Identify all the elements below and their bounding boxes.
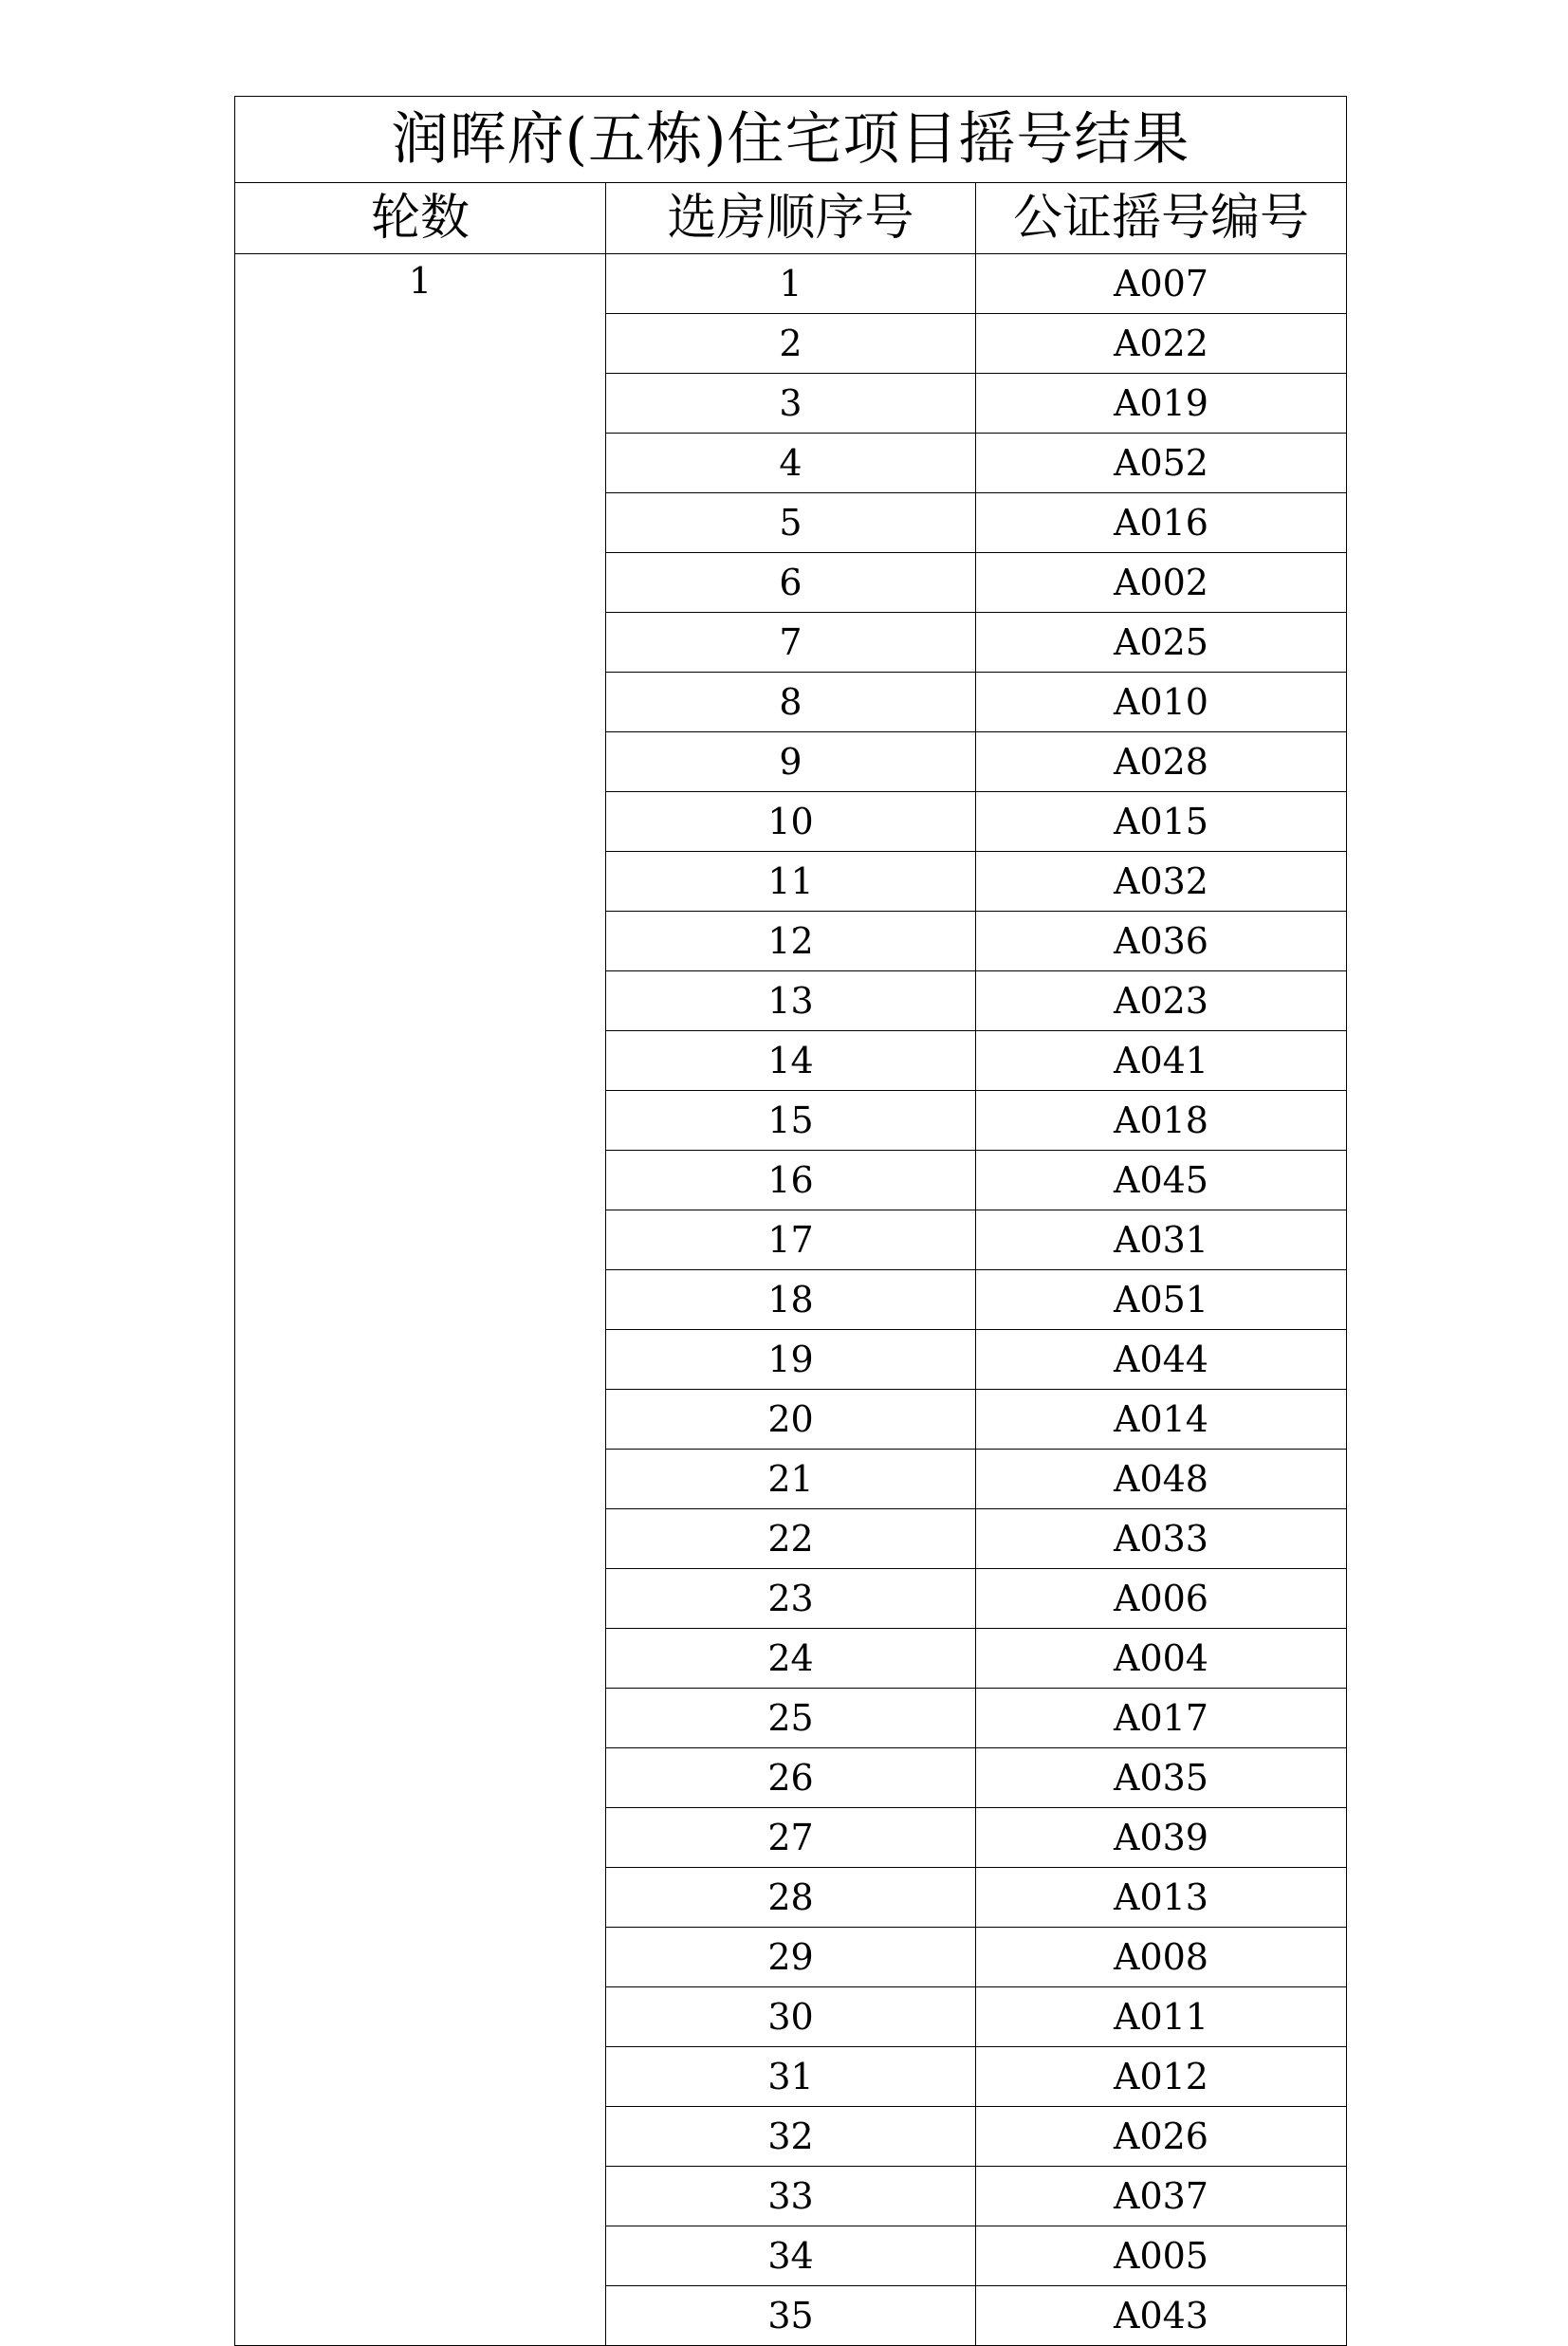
- selection-order-cell: 31: [606, 2047, 976, 2107]
- selection-order-cell: 15: [606, 1091, 976, 1151]
- selection-order-cell: 11: [606, 852, 976, 912]
- selection-order-cell: 35: [606, 2286, 976, 2346]
- table-row: [235, 254, 1347, 314]
- lottery-code-cell: A013: [976, 1868, 1347, 1928]
- title-row: [235, 97, 1347, 183]
- selection-order-cell: 4: [606, 434, 976, 493]
- selection-order-cell: 12: [606, 912, 976, 971]
- lottery-code-cell: A028: [976, 732, 1347, 792]
- lottery-code-cell: A051: [976, 1270, 1347, 1330]
- lottery-code-cell: A045: [976, 1151, 1347, 1210]
- selection-order-cell: 16: [606, 1151, 976, 1210]
- header-order: 选房顺序号: [606, 183, 976, 254]
- selection-order-cell: 2: [606, 314, 976, 374]
- lottery-code-cell: A039: [976, 1808, 1347, 1868]
- lottery-code-cell: A035: [976, 1748, 1347, 1808]
- header-row: [235, 183, 1347, 254]
- lottery-code-cell: A033: [976, 1509, 1347, 1569]
- lottery-code-cell: A044: [976, 1330, 1347, 1390]
- selection-order-cell: 20: [606, 1390, 976, 1450]
- table-body: [235, 254, 1347, 2346]
- selection-order-cell: 32: [606, 2107, 976, 2167]
- lottery-result-table: [234, 96, 1347, 2346]
- lottery-code-cell: A012: [976, 2047, 1347, 2107]
- selection-order-cell: 14: [606, 1031, 976, 1091]
- selection-order-cell: 23: [606, 1569, 976, 1629]
- lottery-code-cell: A048: [976, 1450, 1347, 1509]
- selection-order-cell: 1: [606, 254, 976, 314]
- lottery-code-cell: A041: [976, 1031, 1347, 1091]
- lottery-code-cell: A017: [976, 1689, 1347, 1748]
- header-round: 轮数: [235, 183, 606, 254]
- round-number: 1: [235, 254, 606, 2346]
- lottery-code-cell: A022: [976, 314, 1347, 374]
- selection-order-cell: 33: [606, 2167, 976, 2226]
- selection-order-cell: 21: [606, 1450, 976, 1509]
- selection-order-cell: 9: [606, 732, 976, 792]
- selection-order-cell: 24: [606, 1629, 976, 1689]
- lottery-code-cell: A019: [976, 374, 1347, 434]
- lottery-code-cell: A032: [976, 852, 1347, 912]
- selection-order-cell: 6: [606, 553, 976, 613]
- selection-order-cell: 17: [606, 1210, 976, 1270]
- selection-order-cell: 18: [606, 1270, 976, 1330]
- selection-order-cell: 5: [606, 493, 976, 553]
- lottery-code-cell: A016: [976, 493, 1347, 553]
- selection-order-cell: 8: [606, 673, 976, 732]
- selection-order-cell: 3: [606, 374, 976, 434]
- lottery-code-cell: A002: [976, 553, 1347, 613]
- lottery-code-cell: A036: [976, 912, 1347, 971]
- lottery-result-document: [234, 96, 1346, 2346]
- lottery-code-cell: A018: [976, 1091, 1347, 1151]
- selection-order-cell: 34: [606, 2226, 976, 2286]
- lottery-code-cell: A014: [976, 1390, 1347, 1450]
- lottery-code-cell: A043: [976, 2286, 1347, 2346]
- selection-order-cell: 13: [606, 971, 976, 1031]
- lottery-code-cell: A011: [976, 1987, 1347, 2047]
- lottery-code-cell: A015: [976, 792, 1347, 852]
- selection-order-cell: 7: [606, 613, 976, 673]
- selection-order-cell: 27: [606, 1808, 976, 1868]
- header-code: 公证摇号编号: [976, 183, 1347, 254]
- lottery-code-cell: A023: [976, 971, 1347, 1031]
- selection-order-cell: 26: [606, 1748, 976, 1808]
- lottery-code-cell: A005: [976, 2226, 1347, 2286]
- selection-order-cell: 30: [606, 1987, 976, 2047]
- lottery-code-cell: A007: [976, 254, 1347, 314]
- lottery-code-cell: A026: [976, 2107, 1347, 2167]
- lottery-code-cell: A006: [976, 1569, 1347, 1629]
- selection-order-cell: 28: [606, 1868, 976, 1928]
- selection-order-cell: 19: [606, 1330, 976, 1390]
- lottery-code-cell: A037: [976, 2167, 1347, 2226]
- lottery-code-cell: A008: [976, 1928, 1347, 1987]
- lottery-code-cell: A010: [976, 673, 1347, 732]
- selection-order-cell: 22: [606, 1509, 976, 1569]
- document-title: 润晖府(五栋)住宅项目摇号结果: [235, 97, 1347, 183]
- lottery-code-cell: A031: [976, 1210, 1347, 1270]
- selection-order-cell: 29: [606, 1928, 976, 1987]
- selection-order-cell: 10: [606, 792, 976, 852]
- lottery-code-cell: A004: [976, 1629, 1347, 1689]
- lottery-code-cell: A025: [976, 613, 1347, 673]
- selection-order-cell: 25: [606, 1689, 976, 1748]
- lottery-code-cell: A052: [976, 434, 1347, 493]
